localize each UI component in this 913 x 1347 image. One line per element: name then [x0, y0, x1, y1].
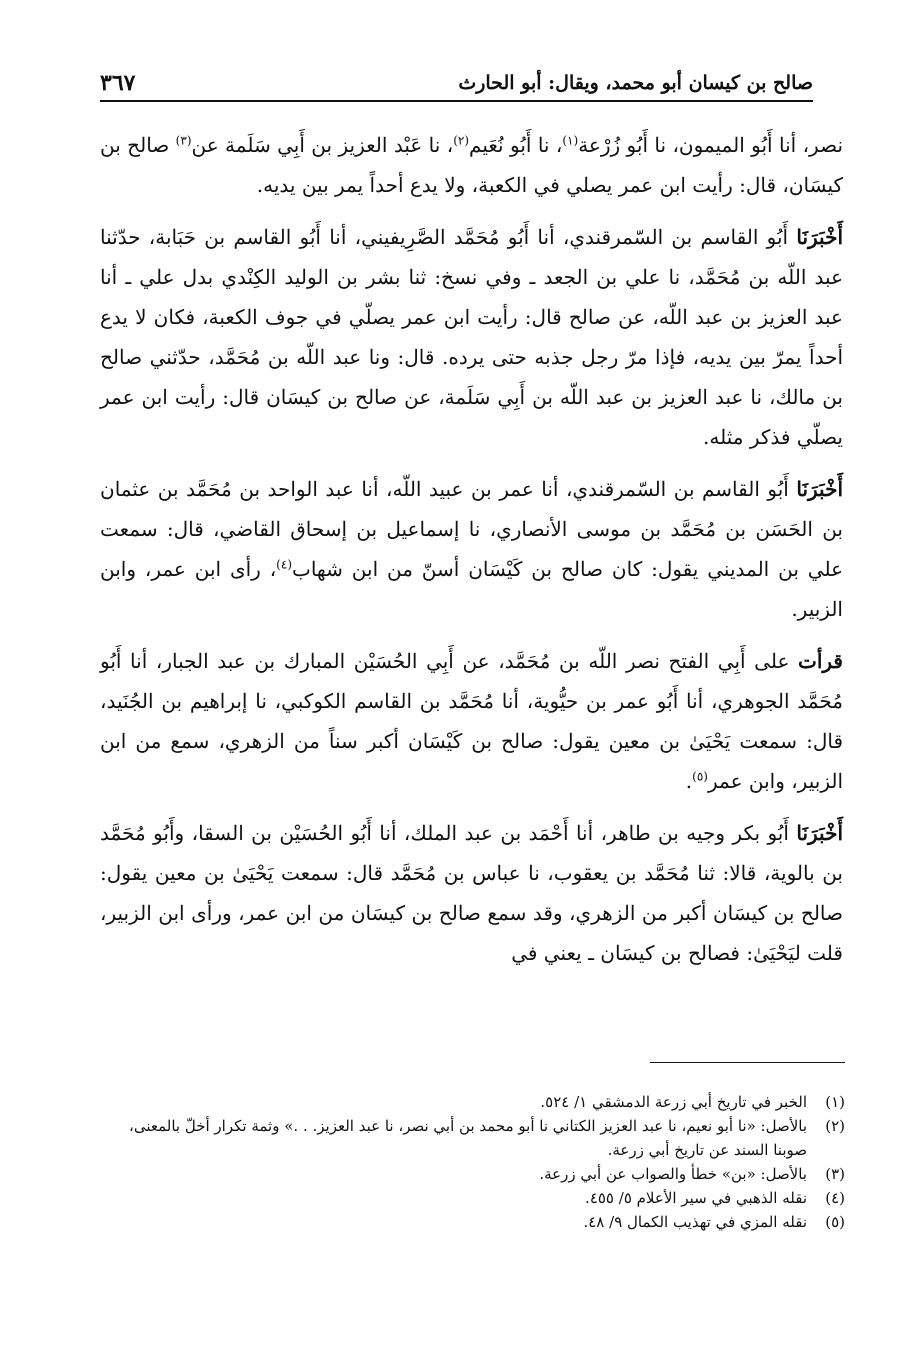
footnote-marker: (٢): [453, 133, 470, 148]
paragraph-lead-word: قرأت: [798, 649, 843, 673]
footnote-number: (٥): [825, 1213, 845, 1231]
page-number: ٣٦٧: [100, 70, 136, 96]
footnote-number: (١): [825, 1093, 845, 1111]
main-text: [100, 125, 843, 985]
footnote-number: (٣): [825, 1165, 845, 1183]
text-segment: على أَبِي الفتح نصر اللّه بن مُحَمَّد، عن أَبِي الحُسَيْن المبارك بن عبد الجبار، أنا أَبُو مُحَمَّد الجوهري، أنا أَبُو عمر بن حيُّوية، أنا مُحَمَّد بن القاسم الكوكبي، نا إبراهيم بن الجُنَيد، قال: سمعت يَحْيَىٰ بن معين يقول: صالح بن كَيْسَان أكبر سناً من الزهري، سمع من ابن الزبير، وابن عمر: [100, 649, 843, 793]
footnote-text: بالأصل: «بن» خطأ والصواب عن أبي زرعة.: [539, 1165, 807, 1183]
paragraph-lead-word: أَخْبَرَنَا: [796, 477, 843, 501]
paragraph-lead-word: أَخْبَرَنَا: [796, 225, 843, 249]
footnote-text: بالأصل: «نا أبو نعيم، نا عبد العزيز الكتاني نا أبو محمد بن أبي نصر، نا عبد العزيز. . .» وثمة تكرار أخلّ بالمعنى، صوبنا السند عن تاريخ أبي زرعة.: [128, 1117, 807, 1159]
text-segment: أَبُو القاسم بن السّمرقندي، أنا أَبُو مُحَمَّد الصَّرِيفيني، أنا أَبُو القاسم بن حَبَابة، حدّثنا عبد اللّه بن مُحَمَّد، نا علي بن الجعد ـ وفي نسخ: ثنا بشر بن الوليد الكِنْدي بدل علي ـ أنا عبد العزيز بن عبد اللّه، عن صالح قال: رأيت ابن عمر يصلّي في جوف الكعبة، فكان لا يدع أحداً يمرّ بين يديه، فإذا مرّ رجل جذبه حتى يرده. قال: ونا عبد اللّه بن مُحَمَّد، حدّثني صالح بن مالك، نا عبد العزيز بن عبد اللّه بن أَبِي سَلَمة، عن صالح بن كيسَان قال: رأيت ابن عمر يصلّي فذكر مثله.: [100, 225, 844, 449]
footnote-marker: (٥): [692, 769, 708, 784]
text-segment: صالح بن كيسَان، قال: رأيت ابن عمر يصلي في الكعبة، ولا يدع أحداً يمر بين يديه.: [100, 133, 843, 197]
footnote-marker: (٤): [276, 557, 292, 572]
paragraph: [100, 469, 843, 629]
footnotes: [100, 1090, 845, 1234]
footnote-item: [100, 1210, 845, 1234]
footnote-item: [100, 1114, 845, 1162]
text-segment: ، نا أَبُو نُعَيم: [469, 133, 563, 157]
page-header: [100, 60, 813, 102]
text-segment: أَبُو القاسم بن السّمرقندي، أنا عمر بن عبيد اللّه، أنا عبد الواحد بن مُحَمَّد بن عثمان بن الحَسَن بن مُحَمَّد بن موسى الأنصاري، نا إسماعيل بن إسحاق القاضي، قال: سمعت علي بن المديني يقول: كان صالح بن كَيْسَان أسنّ من ابن شهاب: [100, 477, 843, 581]
text-segment: .: [685, 769, 693, 793]
text-segment: ، رأى ابن عمر، وابن الزبير.: [100, 557, 843, 621]
footnote-item: [100, 1186, 845, 1210]
footnote-marker: (٣): [175, 133, 192, 148]
text-segment: ، نا عَبْد العزيز بن أَبِي سَلَمة عن: [191, 133, 454, 157]
footnote-item: [100, 1090, 845, 1114]
footnote-text: نقله الذهبي في سير الأعلام ٥/ ٤٥٥.: [585, 1189, 807, 1207]
paragraph: [100, 125, 843, 205]
footnote-item: [100, 1162, 845, 1186]
paragraph-lead-word: أَخْبَرَنَا: [796, 821, 843, 845]
footnote-number: (٢): [825, 1117, 845, 1135]
text-segment: أَبُو بكر وجيه بن طاهر، أنا أَحْمَد بن عبد الملك، أنا أَبُو الحُسَيْن بن السقا، وأَبُو مُحَمَّد بن بالوية، قالا: ثنا مُحَمَّد بن يعقوب، نا عباس بن مُحَمَّد قال: سمعت يَحْيَىٰ بن معين يقول: صالح بن كيسَان أكبر من الزهري، وقد سمع صالح بن كيسَان من ابن عمر، ورأى ابن الزبير، قلت ليَحْيَىٰ: فصالح بن كيسَان ـ يعني في: [100, 821, 843, 965]
footnote-text: الخبر في تاريخ أبي زرعة الدمشقي ١/ ٥٢٤.: [540, 1093, 807, 1111]
footnote-marker: (١): [562, 133, 579, 148]
paragraph: [100, 641, 843, 801]
footnote-separator: [650, 1062, 845, 1063]
paragraph: [100, 813, 843, 973]
text-segment: نصر، أنا أَبُو الميمون، نا أَبُو زُرْعة: [578, 133, 844, 157]
footnote-number: (٤): [825, 1189, 845, 1207]
paragraph: [100, 217, 843, 457]
footnote-text: نقله المزي في تهذيب الكمال ٩/ ٤٨.: [583, 1213, 807, 1231]
running-title: صالح بن كيسان أبو محمد، ويقال: أبو الحارث: [458, 72, 813, 94]
